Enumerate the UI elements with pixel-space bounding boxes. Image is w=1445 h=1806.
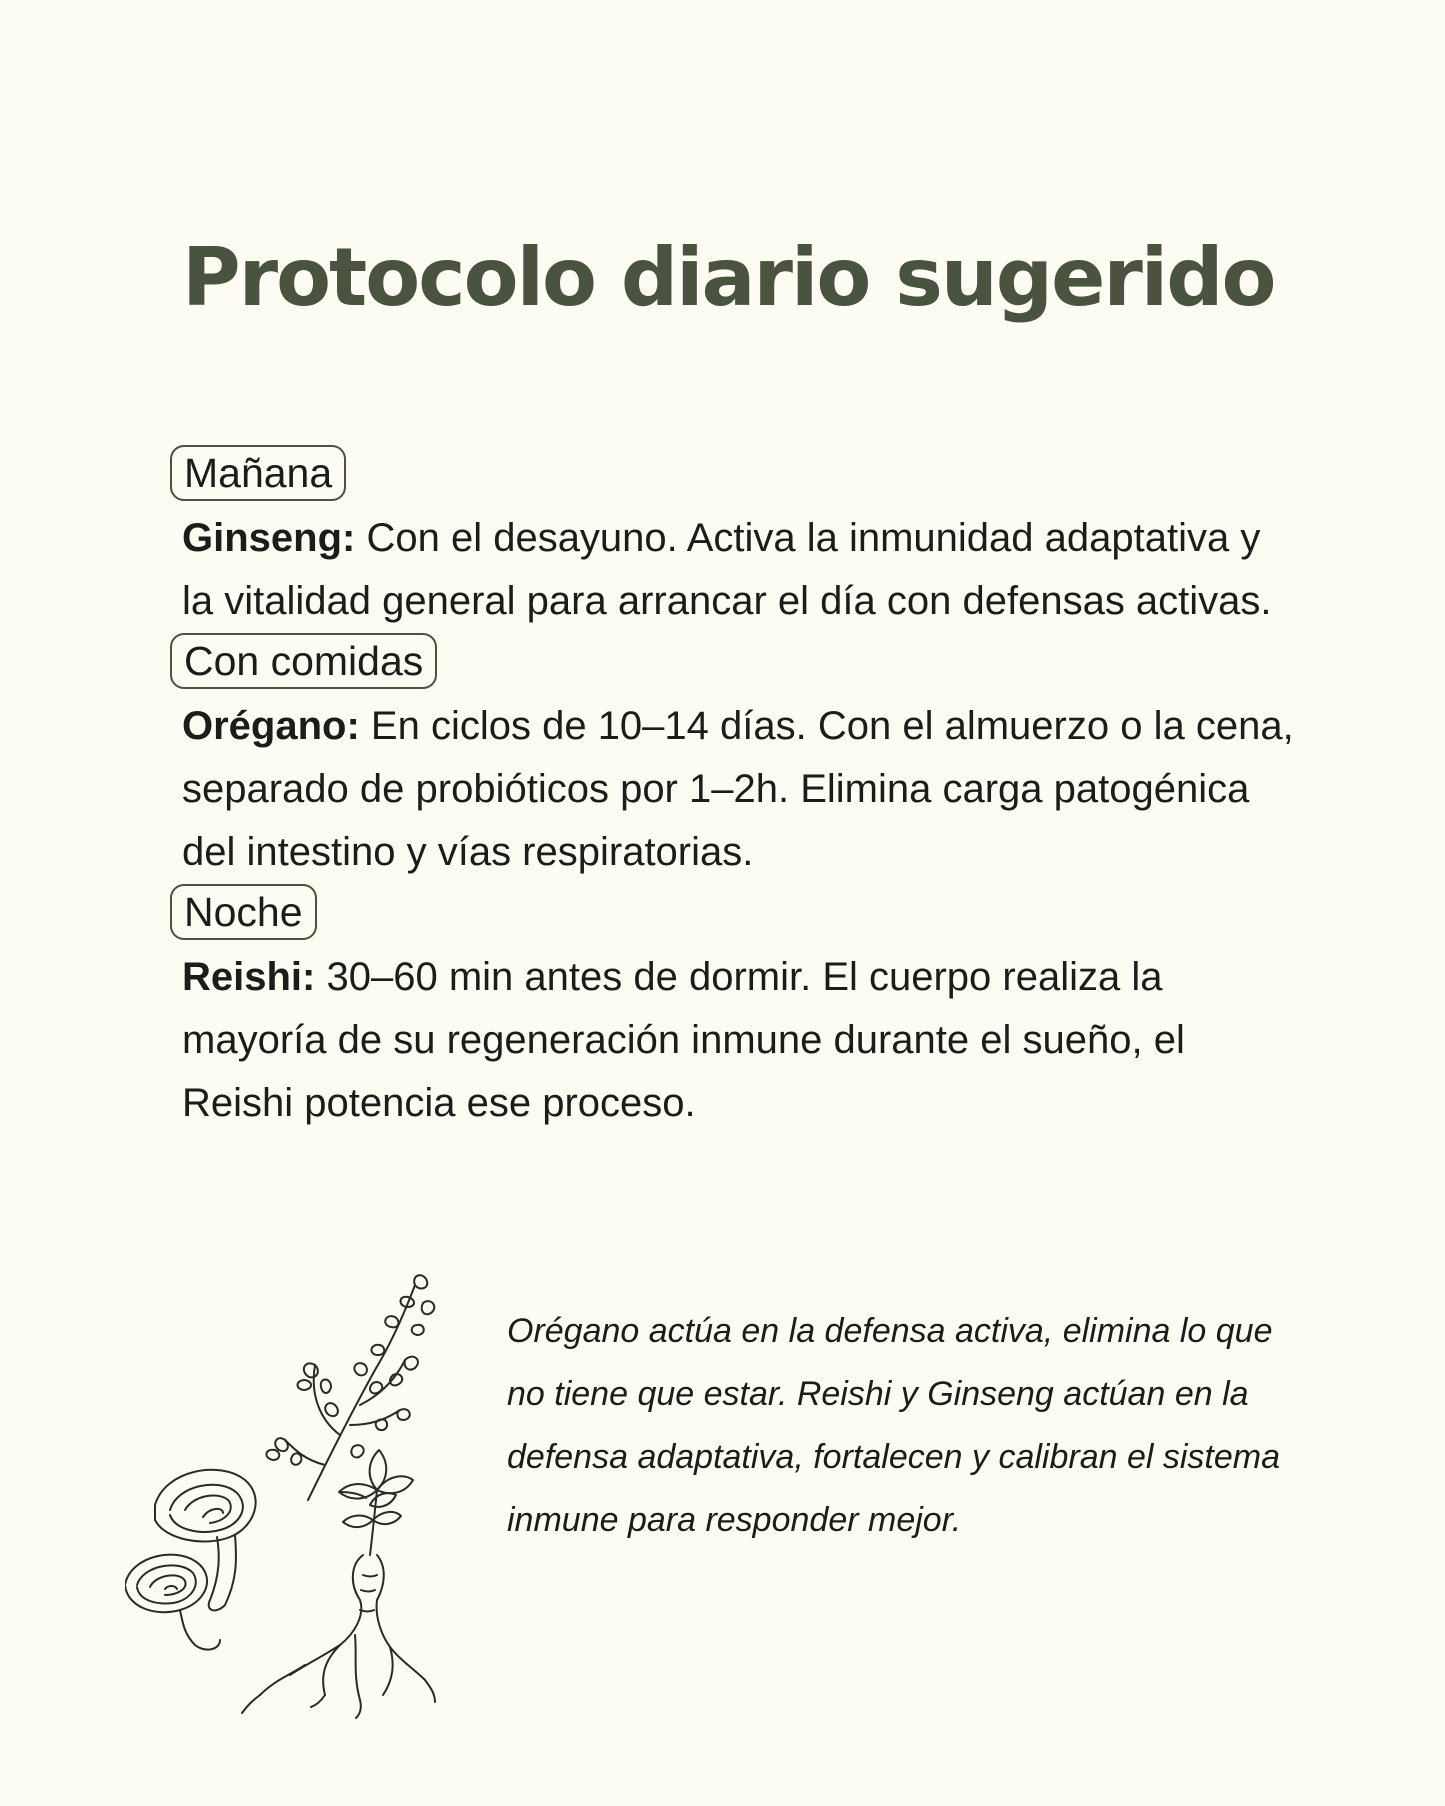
time-tag-morning: Mañana [170, 445, 346, 501]
reishi-mushroom-icon [125, 1470, 256, 1650]
protocol-list [170, 445, 1300, 1135]
time-tag-night: Noche [170, 884, 317, 940]
entry-text: 30–60 min antes de dormir. El cuerpo realiza la mayoría de su regeneración inmune durante el sueño, el Reishi potencia ese proceso. [182, 955, 1185, 1125]
schedule-block-night [170, 884, 1300, 1135]
oregano-sprig-icon [266, 1275, 434, 1500]
schedule-block-morning [170, 445, 1300, 633]
page-title: Protocolo diario sugerido [182, 231, 1275, 324]
schedule-entry-ginseng [182, 507, 1300, 633]
time-tag-meals: Con comidas [170, 633, 437, 689]
herbs-summary-quote: Orégano actúa en la defensa activa, elimina lo que no tiene que estar. Reishi y Ginseng actúan en la defensa adaptativa, fortalecen y calibran el sistema inmune para responder mejor. [507, 1312, 1281, 1539]
entry-text: Con el desayuno. Activa la inmunidad adaptativa y la vitalidad general para arrancar el día con defensas activas. [182, 516, 1272, 623]
herb-name: Reishi: [182, 955, 316, 999]
entry-text: En ciclos de 10–14 días. Con el almuerzo o la cena, separado de probióticos por 1–2h. Elimina carga patogénica del intestino y vías respiratorias. [182, 704, 1294, 874]
schedule-entry-oregano [182, 695, 1300, 884]
herb-name: Ginseng: [182, 516, 356, 560]
herb-name: Orégano: [182, 704, 360, 748]
schedule-entry-reishi [182, 946, 1300, 1135]
herbs-illustration [125, 1255, 485, 1720]
ginseng-root-icon [242, 1450, 435, 1718]
schedule-block-meals [170, 633, 1300, 884]
